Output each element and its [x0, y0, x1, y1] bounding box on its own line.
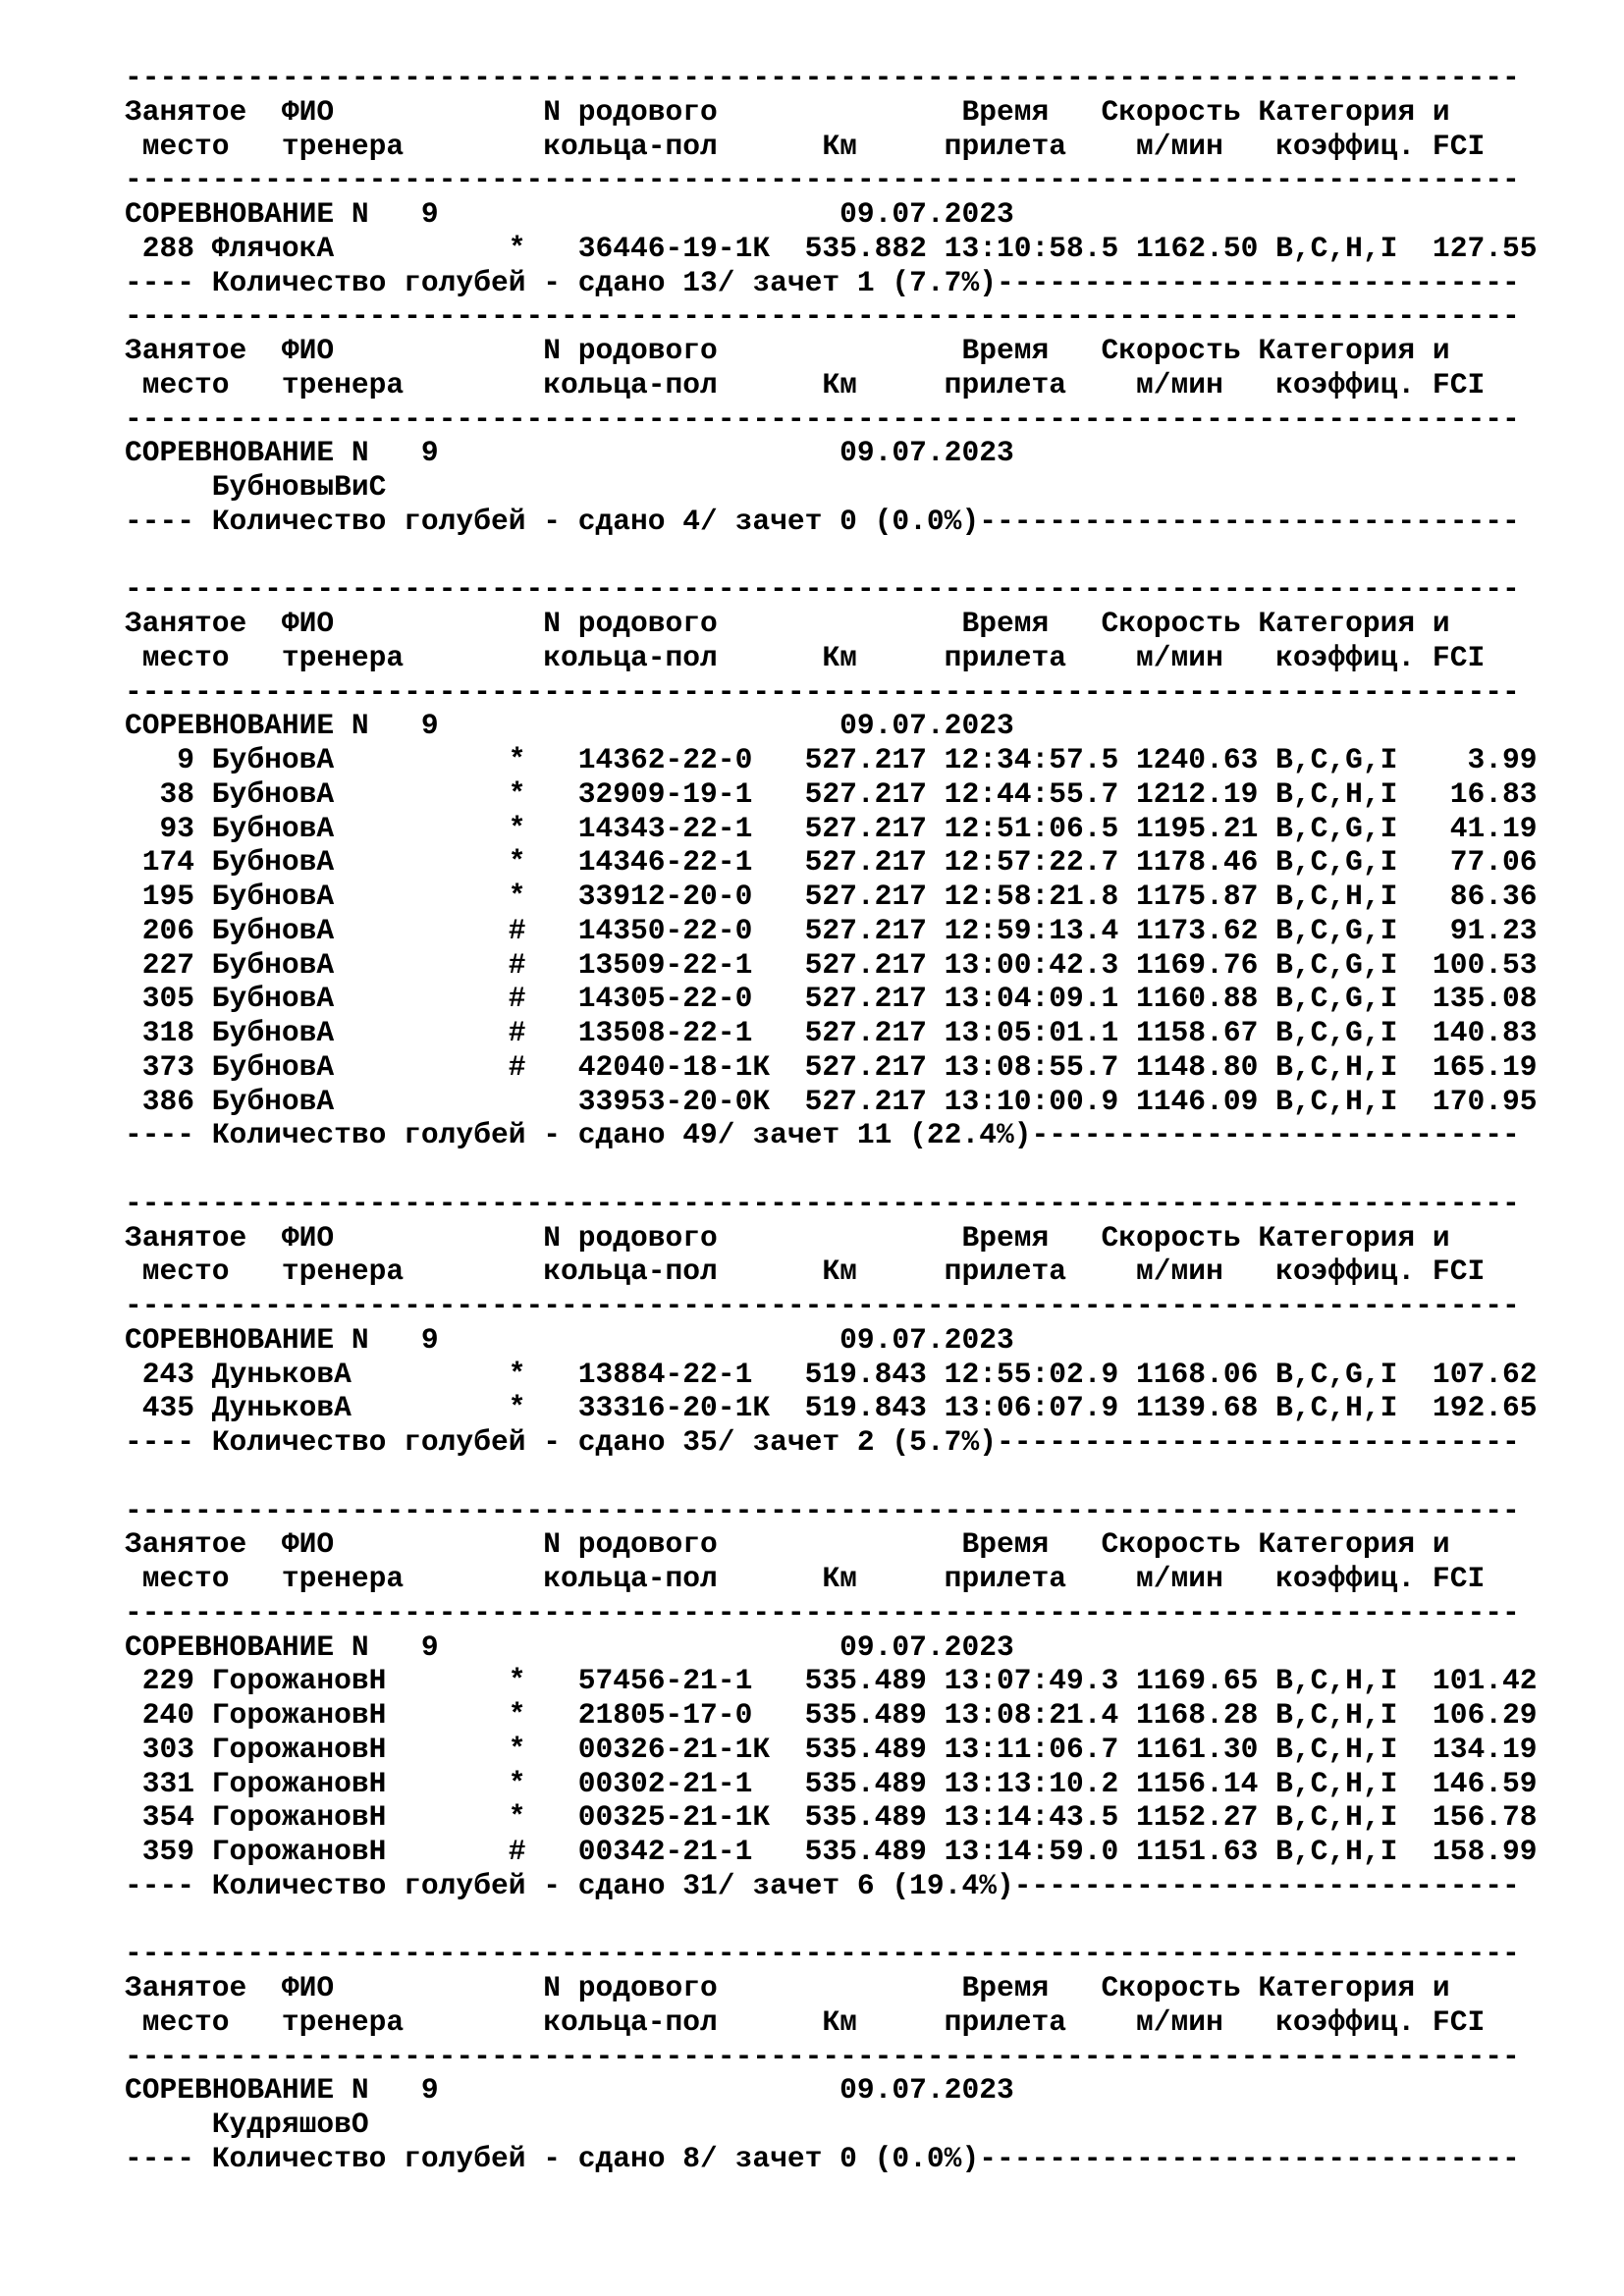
section-summary: ---- Количество голубей - сдано 31/ зачет 6 (19.4%)----------------------------- — [125, 1868, 1520, 1902]
section-summary: ---- Количество голубей - сдано 4/ зачет 0 (0.0%)------------------------------- — [125, 504, 1520, 538]
result-row: БубновыВиС — [125, 470, 387, 504]
column-header-line-1: Занятое ФИО N родового Время Скорость Категория и — [125, 607, 1450, 640]
result-row: 174 БубновА * 14346-22-1 527.217 12:57:22.7 1178.46 B,C,G,I 77.06 — [125, 845, 1538, 880]
competition-title: СОРЕВНОВАНИЕ N 9 09.07.2023 — [125, 197, 1014, 231]
rule-line: -------------------------------------------------------------------------------- — [125, 674, 1520, 709]
result-row: 227 БубновА # 13509-22-1 527.217 13:00:42.3 1169.76 B,C,G,I 100.53 — [125, 947, 1538, 982]
result-row: 93 БубновА * 14343-22-1 527.217 12:51:06.5 1195.21 B,C,G,I 41.19 — [125, 811, 1538, 845]
result-row: 435 ДуньковА * 33316-20-1К 519.843 13:06:07.9 1139.68 B,C,H,I 192.65 — [125, 1391, 1538, 1425]
result-row: 305 БубновА # 14305-22-0 527.217 13:04:09.1 1160.88 B,C,G,I 135.08 — [125, 982, 1538, 1016]
result-row: 206 БубновА # 14350-22-0 527.217 12:59:13.4 1173.62 B,C,G,I 91.23 — [125, 913, 1538, 947]
result-row: 373 БубновА # 42040-18-1К 527.217 13:08:55.7 1148.80 B,C,H,I 165.19 — [125, 1049, 1538, 1084]
result-row: 229 ГорожановН * 57456-21-1 535.489 13:07:49.3 1169.65 B,C,H,I 101.42 — [125, 1664, 1538, 1698]
rule-line: -------------------------------------------------------------------------------- — [125, 1493, 1520, 1527]
section-summary: ---- Количество голубей - сдано 49/ зачет 11 (22.4%)---------------------------- — [125, 1118, 1520, 1152]
result-row: 288 ФлячокА * 36446-19-1К 535.882 13:10:58.5 1162.50 B,C,H,I 127.55 — [125, 231, 1538, 265]
competition-title: СОРЕВНОВАНИЕ N 9 09.07.2023 — [125, 1322, 1014, 1357]
results-document — [125, 61, 1538, 2176]
result-row: КудряшовО — [125, 2108, 369, 2141]
blank-line — [125, 539, 1538, 573]
column-header-line-1: Занятое ФИО N родового Время Скорость Категория и — [125, 1527, 1450, 1562]
result-row: 359 ГорожановН # 00342-21-1 535.489 13:14:59.0 1151.63 B,C,H,I 158.99 — [125, 1835, 1538, 1868]
column-header-line-1: Занятое ФИО N родового Время Скорость Категория и — [125, 94, 1450, 129]
competition-title: СОРЕВНОВАНИЕ N 9 09.07.2023 — [125, 709, 1014, 743]
rule-line: -------------------------------------------------------------------------------- — [125, 2039, 1520, 2073]
competition-title: СОРЕВНОВАНИЕ N 9 09.07.2023 — [125, 436, 1014, 470]
competition-title: СОРЕВНОВАНИЕ N 9 09.07.2023 — [125, 1629, 1014, 1664]
column-header-line-2: место тренера кольца-пол Км прилета м/мин коэффиц. FCI — [125, 2004, 1486, 2039]
column-header-line-1: Занятое ФИО N родового Время Скорость Категория и — [125, 334, 1450, 367]
result-row: 243 ДуньковА * 13884-22-1 519.843 12:55:02.9 1168.06 B,C,G,I 107.62 — [125, 1357, 1538, 1391]
rule-line: -------------------------------------------------------------------------------- — [125, 61, 1520, 94]
column-header-line-1: Занятое ФИО N родового Время Скорость Категория и — [125, 1220, 1450, 1255]
result-row: 386 БубновА 33953-20-0К 527.217 13:10:00.9 1146.09 B,C,H,I 170.95 — [125, 1084, 1538, 1118]
rule-line: -------------------------------------------------------------------------------- — [125, 401, 1520, 436]
section-summary: ---- Количество голубей - сдано 13/ зачет 1 (7.7%)------------------------------ — [125, 265, 1520, 299]
column-header-line-2: место тренера кольца-пол Км прилета м/мин коэффиц. FCI — [125, 1562, 1486, 1595]
result-row: 318 БубновА # 13508-22-1 527.217 13:05:01.1 1158.67 B,C,G,I 140.83 — [125, 1016, 1538, 1049]
result-row: 303 ГорожановН * 00326-21-1К 535.489 13:11:06.7 1161.30 B,C,H,I 134.19 — [125, 1732, 1538, 1766]
rule-line: -------------------------------------------------------------------------------- — [125, 1186, 1520, 1220]
rule-line: -------------------------------------------------------------------------------- — [125, 1289, 1520, 1322]
column-header-line-1: Занятое ФИО N родового Время Скорость Категория и — [125, 1971, 1450, 2004]
section-summary: ---- Количество голубей - сдано 35/ зачет 2 (5.7%)------------------------------ — [125, 1425, 1520, 1459]
blank-line — [125, 1460, 1538, 1494]
result-row: 331 ГорожановН * 00302-21-1 535.489 13:13:10.2 1156.14 B,C,H,I 146.59 — [125, 1766, 1538, 1800]
column-header-line-2: место тренера кольца-пол Км прилета м/мин коэффиц. FCI — [125, 367, 1486, 401]
column-header-line-2: место тренера кольца-пол Км прилета м/мин коэффиц. FCI — [125, 640, 1486, 674]
blank-line — [125, 1152, 1538, 1187]
result-row: 195 БубновА * 33912-20-0 527.217 12:58:21.8 1175.87 B,C,H,I 86.36 — [125, 880, 1538, 913]
result-row: 9 БубновА * 14362-22-0 527.217 12:34:57.5 1240.63 B,C,G,I 3.99 — [125, 743, 1538, 776]
rule-line: -------------------------------------------------------------------------------- — [125, 1595, 1520, 1629]
rule-line: -------------------------------------------------------------------------------- — [125, 163, 1520, 197]
rule-line: -------------------------------------------------------------------------------- — [125, 299, 1520, 334]
rule-line: -------------------------------------------------------------------------------- — [125, 572, 1520, 607]
result-row: 38 БубновА * 32909-19-1 527.217 12:44:55.7 1212.19 B,C,H,I 16.83 — [125, 776, 1538, 811]
competition-title: СОРЕВНОВАНИЕ N 9 09.07.2023 — [125, 2073, 1014, 2108]
section-summary: ---- Количество голубей - сдано 8/ зачет 0 (0.0%)------------------------------- — [125, 2141, 1520, 2175]
rule-line: -------------------------------------------------------------------------------- — [125, 1937, 1520, 1971]
blank-line — [125, 1903, 1538, 1938]
result-row: 354 ГорожановН * 00325-21-1К 535.489 13:14:43.5 1152.27 B,C,H,I 156.78 — [125, 1800, 1538, 1835]
column-header-line-2: место тренера кольца-пол Км прилета м/мин коэффиц. FCI — [125, 129, 1486, 163]
column-header-line-2: место тренера кольца-пол Км прилета м/мин коэффиц. FCI — [125, 1255, 1486, 1289]
result-row: 240 ГорожановН * 21805-17-0 535.489 13:08:21.4 1168.28 B,C,H,I 106.29 — [125, 1698, 1538, 1732]
